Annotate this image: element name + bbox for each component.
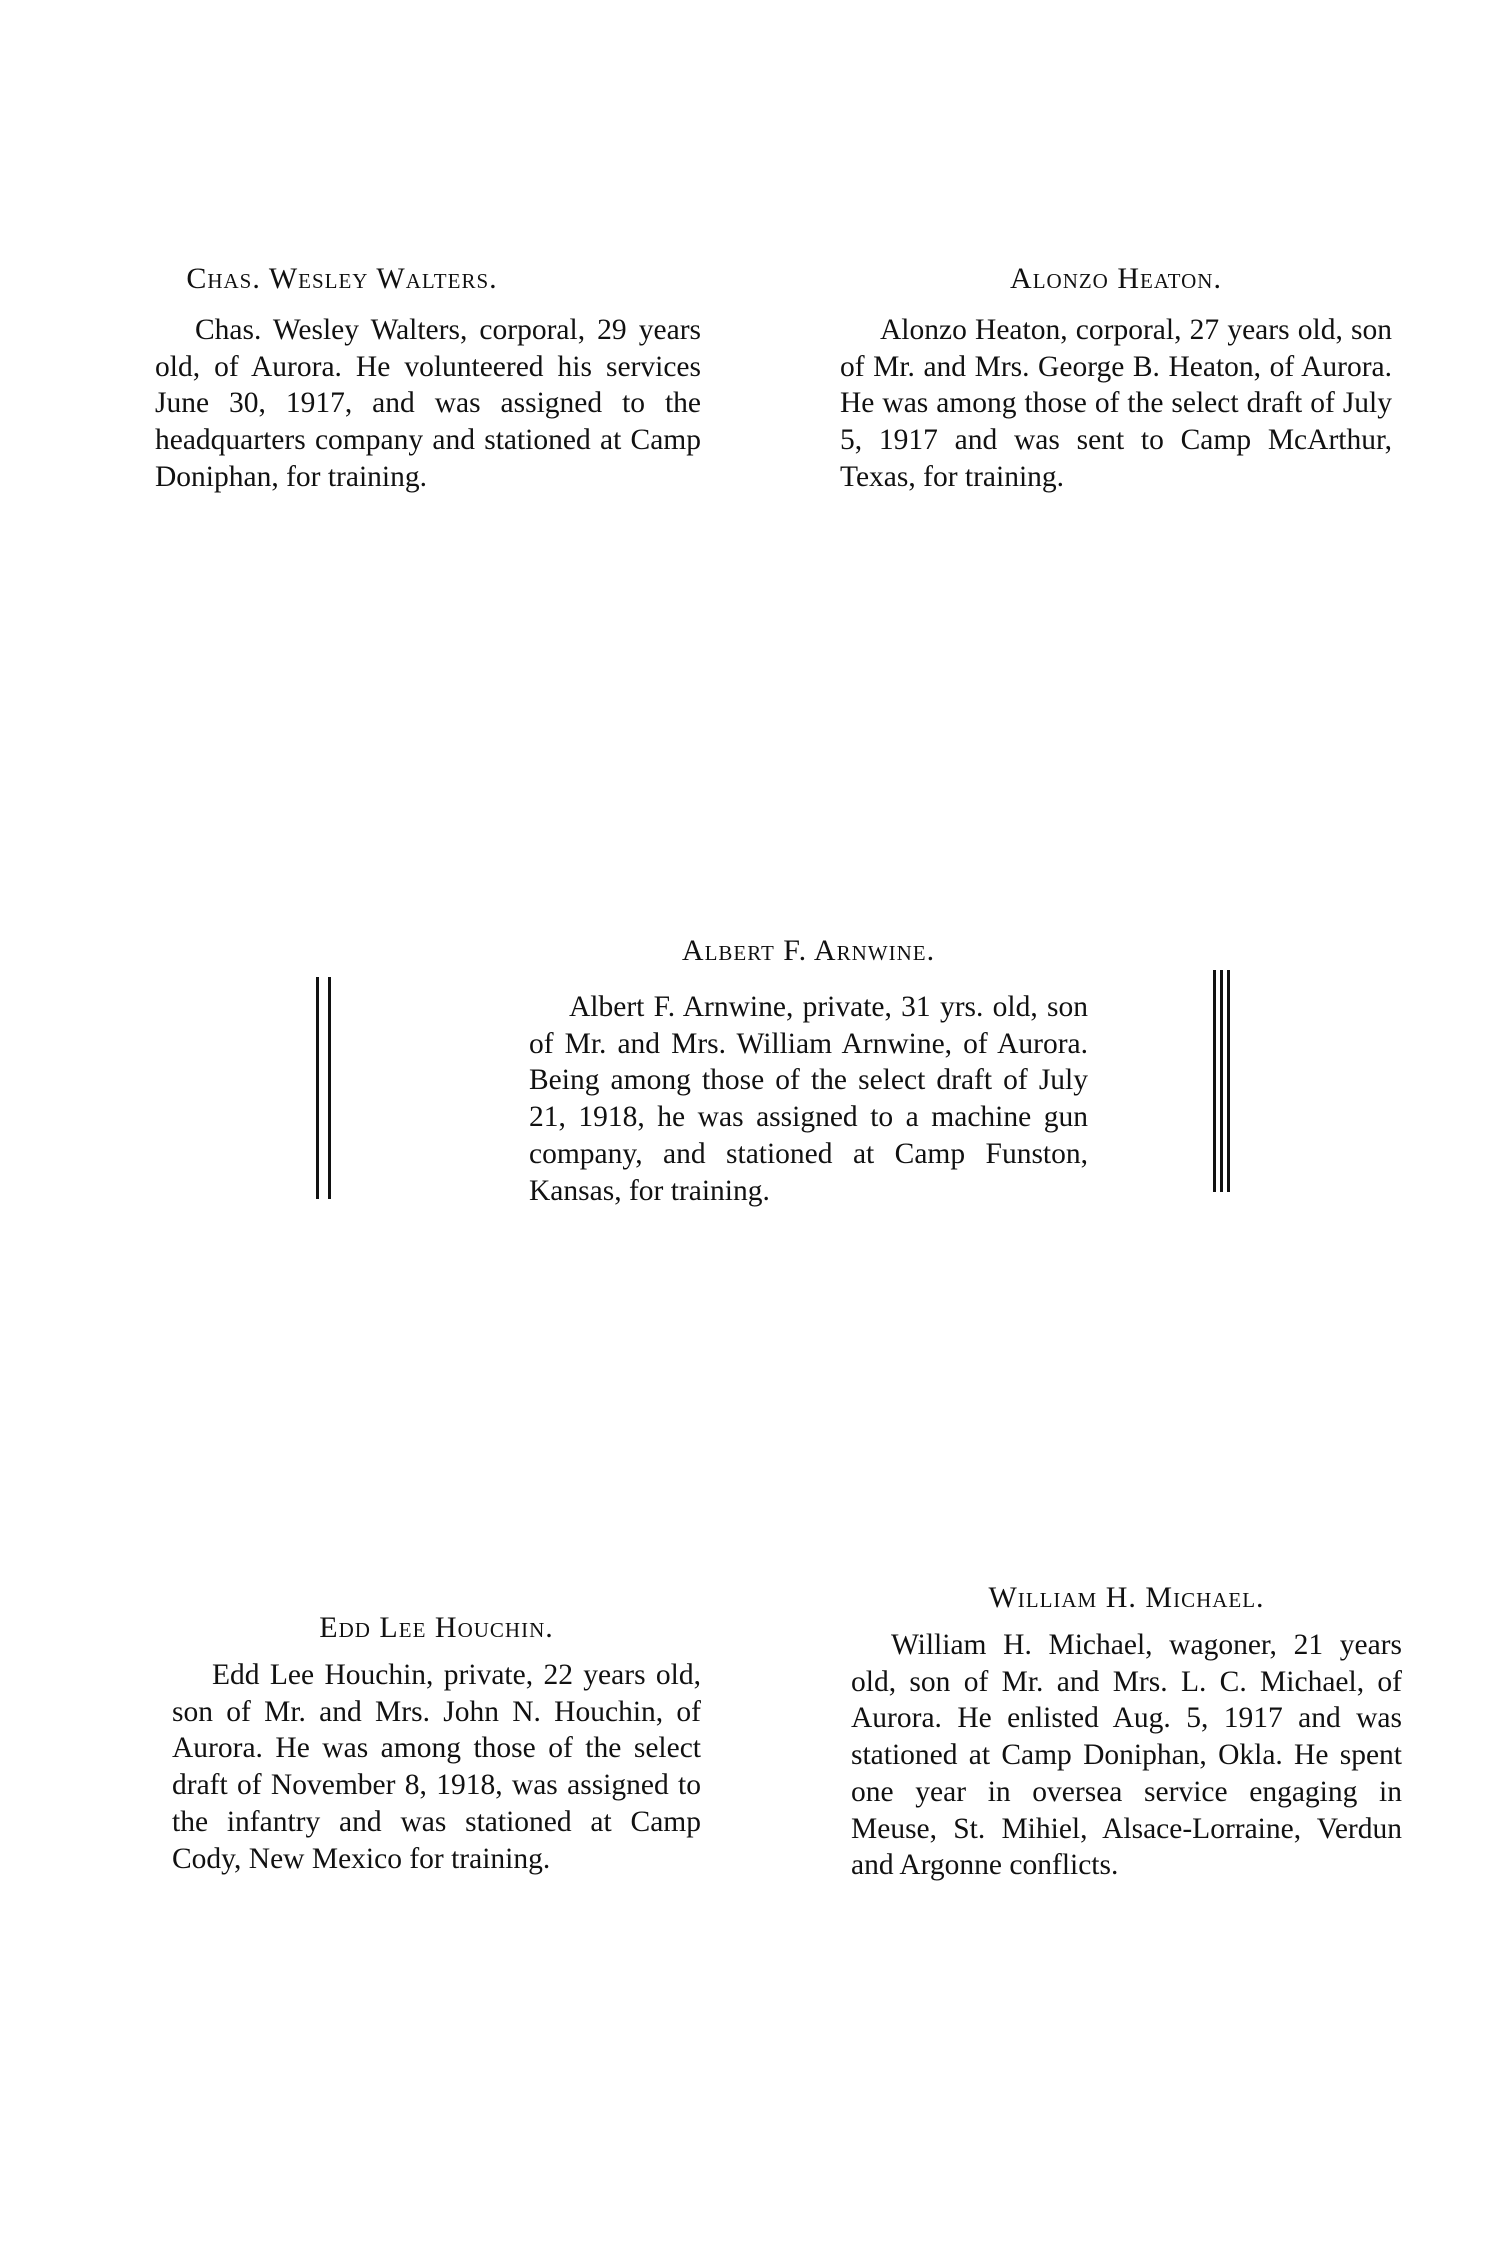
entry-heading-arnwine: Albert F. Arnwine.	[681, 934, 936, 967]
entry-heading-heaton: Alonzo Heaton.	[1010, 262, 1222, 295]
right-rule-inner	[1227, 970, 1230, 1192]
entry-heading-houchin: Edd Lee Houchin.	[319, 1611, 554, 1644]
right-rule-middle	[1220, 970, 1223, 1192]
entry-text-houchin: Edd Lee Houchin, private, 22 years old, son of Mr. and Mrs. John N. Houchin, of Aurora. He was among those of the select draft of November 8, 1918, was assigned to the infantry and was stationed at Camp Cody, New Mexico for training.	[172, 1659, 701, 1875]
entry-text-heaton: Alonzo Heaton, corporal, 27 years old, son of Mr. and Mrs. George B. Heaton, of Aurora. He was among those of the select draft of July 5, 1917 and was sent to Camp McArthur, Texas, for training.	[840, 314, 1392, 493]
entry-text-michael: William H. Michael, wagoner, 21 years old, son of Mr. and Mrs. L. C. Michael, of Aurora. He enlisted Aug. 5, 1917 and was stationed at Camp Doniphan, Okla. He spent one year in oversea service engaging in Meuse, St. Mihiel, Alsace-Lorraine, Verdun and Argonne conflicts.	[851, 1629, 1402, 1882]
left-rule-inner	[328, 977, 331, 1199]
entry-text-walters: Chas. Wesley Walters, corporal, 29 years old, of Aurora. He volunteered his services June 30, 1917, and was assigned to the headquarters company and stationed at Camp Doniphan, for training.	[155, 314, 701, 493]
left-rule-outer	[316, 977, 319, 1199]
entry-text-arnwine: Albert F. Arnwine, private, 31 yrs. old, son of Mr. and Mrs. William Arnwine, of Aurora. Being among those of the select draft of July 21, 1918, he was assigned to a machine gun company, and stationed at Camp Funston, Kansas, for training.	[529, 991, 1088, 1207]
entry-heading-michael: William H. Michael.	[988, 1581, 1265, 1614]
right-rule-outer	[1213, 970, 1216, 1192]
entry-heading-walters: Chas. Wesley Walters.	[186, 262, 498, 295]
